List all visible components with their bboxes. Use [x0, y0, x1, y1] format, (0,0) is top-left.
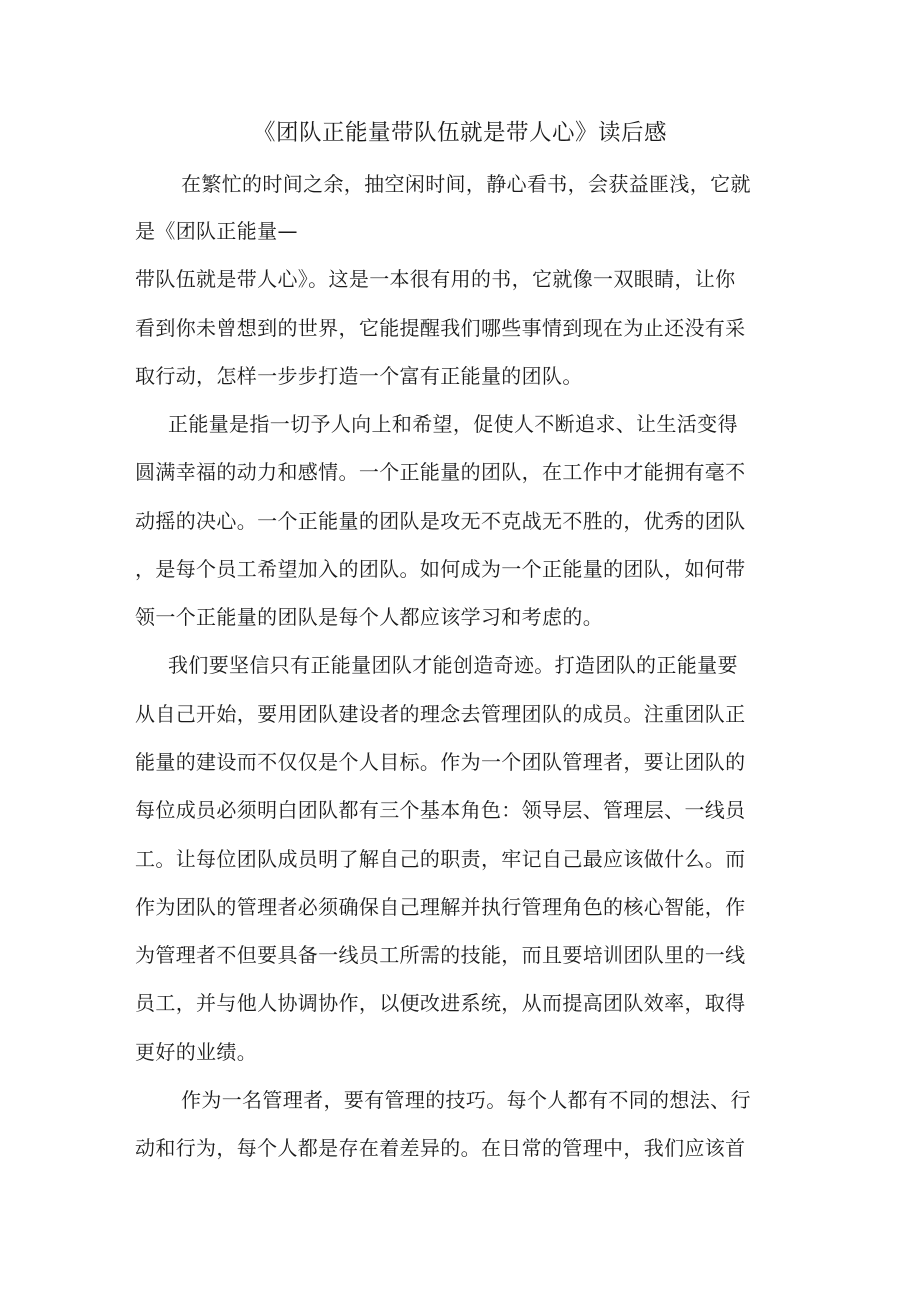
paragraph-line: 为管理者不但要具备一线员工所需的技能，而且要培训团队里的一线 — [135, 943, 746, 967]
paragraph-line: 更好的业绩。 — [135, 1040, 258, 1064]
paragraph-line: 取行动，怎样一步步打造一个富有正能量的团队。 — [135, 364, 583, 388]
paragraph-line: 动和行为，每个人都是存在着差异的。在日常的管理中，我们应该首 — [135, 1136, 746, 1160]
paragraph-line: 在繁忙的时间之余，抽空闲时间，静心看书，会获益匪浅，它就 — [181, 172, 751, 196]
paragraph-line: ，是每个员工希望加入的团队。如何成为一个正能量的团队，如何带 — [135, 557, 746, 581]
paragraph-line: 作为团队的管理者必须确保自己理解并执行管理角色的核心智能，作 — [135, 895, 746, 919]
paragraph-line: 圆满幸福的动力和感情。一个正能量的团队，在工作中才能拥有毫不 — [135, 460, 746, 484]
paragraph-line: 工。让每位团队成员明了解自己的职责，牢记自己最应该做什么。而 — [135, 847, 746, 871]
paragraph-line: 能量的建设而不仅仅是个人目标。作为一个团队管理者，要让团队的 — [135, 750, 746, 774]
paragraph-line: 带队伍就是带人心》。这是一本很有用的书，它就像一双眼睛，让你 — [135, 267, 736, 291]
paragraph-line: 正能量是指一切予人向上和希望，促使人不断追求、让生活变得 — [168, 412, 738, 436]
paragraph-line: 我们要坚信只有正能量团队才能创造奇迹。打造团队的正能量要 — [168, 653, 738, 677]
paragraph-line: 作为一名管理者，要有管理的技巧。每个人都有不同的想法、行 — [181, 1088, 751, 1112]
paragraph-line: 从自己开始，要用团队建设者的理念去管理团队的成员。注重团队正 — [135, 702, 746, 726]
paragraph-line: 是《团队正能量— — [135, 219, 298, 243]
paragraph-line: 领一个正能量的团队是每个人都应该学习和考虑的。 — [135, 605, 604, 629]
document-title: 《团队正能量带队伍就是带人心》读后感 — [252, 120, 667, 146]
paragraph-line: 员工，并与他人协调协作，以便改进系统，从而提高团队效率，取得 — [135, 991, 746, 1015]
paragraph-line: 每位成员必须明白团队都有三个基本角色：领导层、管理层、一线员 — [135, 798, 746, 822]
paragraph-line: 动摇的决心。一个正能量的团队是攻无不克战无不胜的，优秀的团队 — [135, 509, 746, 533]
paragraph-line: 看到你未曾想到的世界，它能提醒我们哪些事情到现在为止还没有采 — [135, 316, 746, 340]
